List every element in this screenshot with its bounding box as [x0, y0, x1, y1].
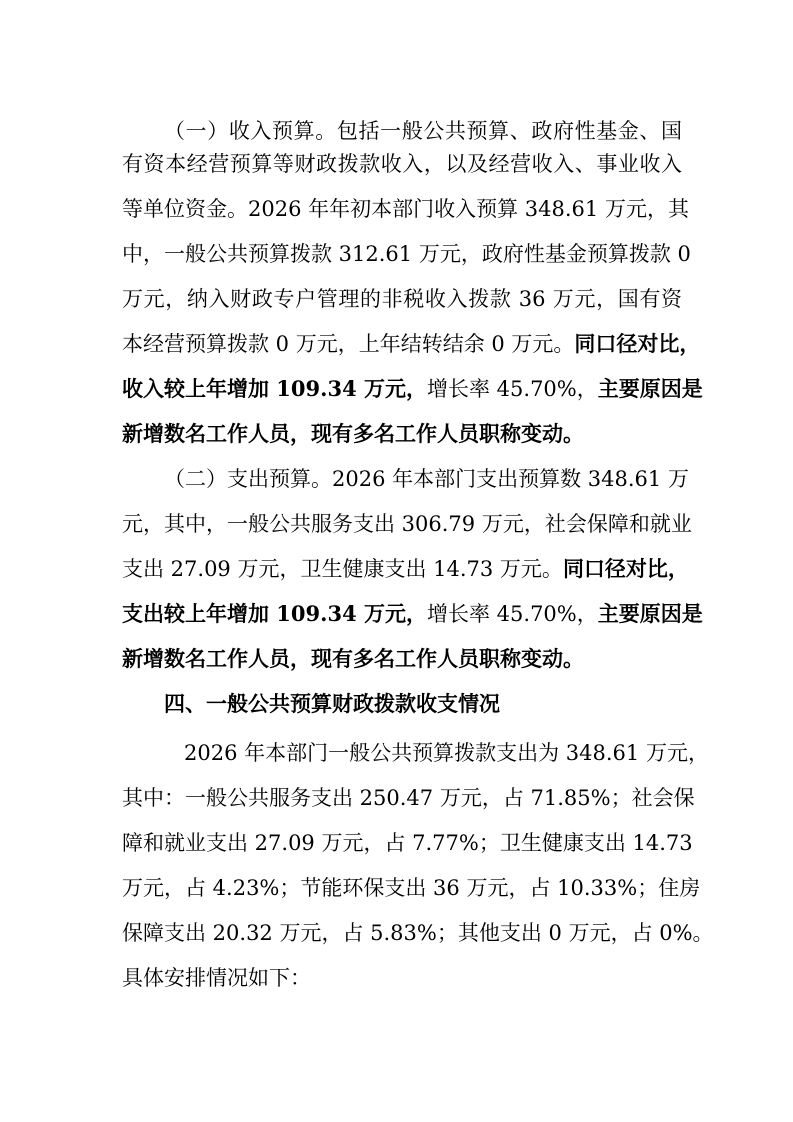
- income-paragraph-line-1: （一）收入预算。包括一般公共预算、政府性基金、国: [164, 119, 682, 143]
- income-paragraph-line-3: 等单位资金。2026 年年初本部门收入预算 348.61 万元，其: [122, 197, 689, 221]
- expense-reason-text: 新增数名工作人员，现有多名工作人员职称变动。: [122, 646, 584, 671]
- expense-paragraph-line-2: 元，其中，一般公共服务支出 306.79 万元，社会保障和就业: [122, 512, 692, 536]
- expense-paragraph-line-4: [122, 599, 703, 629]
- income-comparison-text: 同口径对比，: [574, 331, 701, 356]
- income-growth-rate: 增长率 45.70%，: [427, 377, 598, 401]
- income-reason-text: 新增数名工作人员，现有多名工作人员职称变动。: [122, 421, 584, 446]
- section-four-line-2: 其中：一般公共服务支出 250.47 万元，占 71.85%；社会保: [122, 786, 695, 810]
- expense-increase-text: 支出较上年增加 109.34 万元，: [122, 601, 427, 626]
- income-paragraph-line-4: 中，一般公共预算拨款 312.61 万元，政府性基金预算拨款 0: [122, 242, 691, 266]
- section-four-line-4: 万元，占 4.23%；节能环保支出 36 万元，占 10.33%；住房: [122, 876, 701, 900]
- income-text: 本经营预算拨款 0 万元，上年结转结余 0 万元。: [122, 332, 575, 356]
- expense-reason-label: 主要原因是: [597, 601, 703, 626]
- income-paragraph-line-6: [122, 329, 701, 359]
- expense-growth-rate: 增长率 45.70%，: [427, 602, 598, 626]
- income-reason-label: 主要原因是: [597, 376, 703, 401]
- expense-comparison-text: 同口径对比，: [562, 556, 689, 581]
- income-increase-text: 收入较上年增加 109.34 万元，: [122, 376, 427, 401]
- section-four-heading: 四、一般公共预算财政拨款收支情况: [164, 692, 500, 716]
- expense-text: 支出 27.09 万元，卫生健康支出 14.73 万元。: [122, 557, 563, 581]
- income-paragraph-line-5: 万元，纳入财政专户管理的非税收入拨款 36 万元，国有资: [122, 287, 682, 311]
- section-four-line-1: 2026 年本部门一般公共预算拨款支出为 348.61 万元，: [184, 741, 709, 765]
- section-four-line-3: 障和就业支出 27.09 万元，占 7.77%；卫生健康支出 14.73: [122, 831, 693, 855]
- expense-paragraph-line-3: [122, 554, 689, 584]
- expense-paragraph-line-1: （二）支出预算。2026 年本部门支出预算数 348.61 万: [164, 467, 689, 491]
- section-four-line-6: 具体安排情况如下：: [122, 966, 311, 990]
- income-paragraph-line-2: 有资本经营预算等财政拨款收入，以及经营收入、事业收入: [122, 152, 682, 176]
- income-paragraph-line-7: [122, 374, 703, 404]
- section-four-line-5: 保障支出 20.32 万元，占 5.83%；其他支出 0 万元，占 0%。: [122, 921, 714, 945]
